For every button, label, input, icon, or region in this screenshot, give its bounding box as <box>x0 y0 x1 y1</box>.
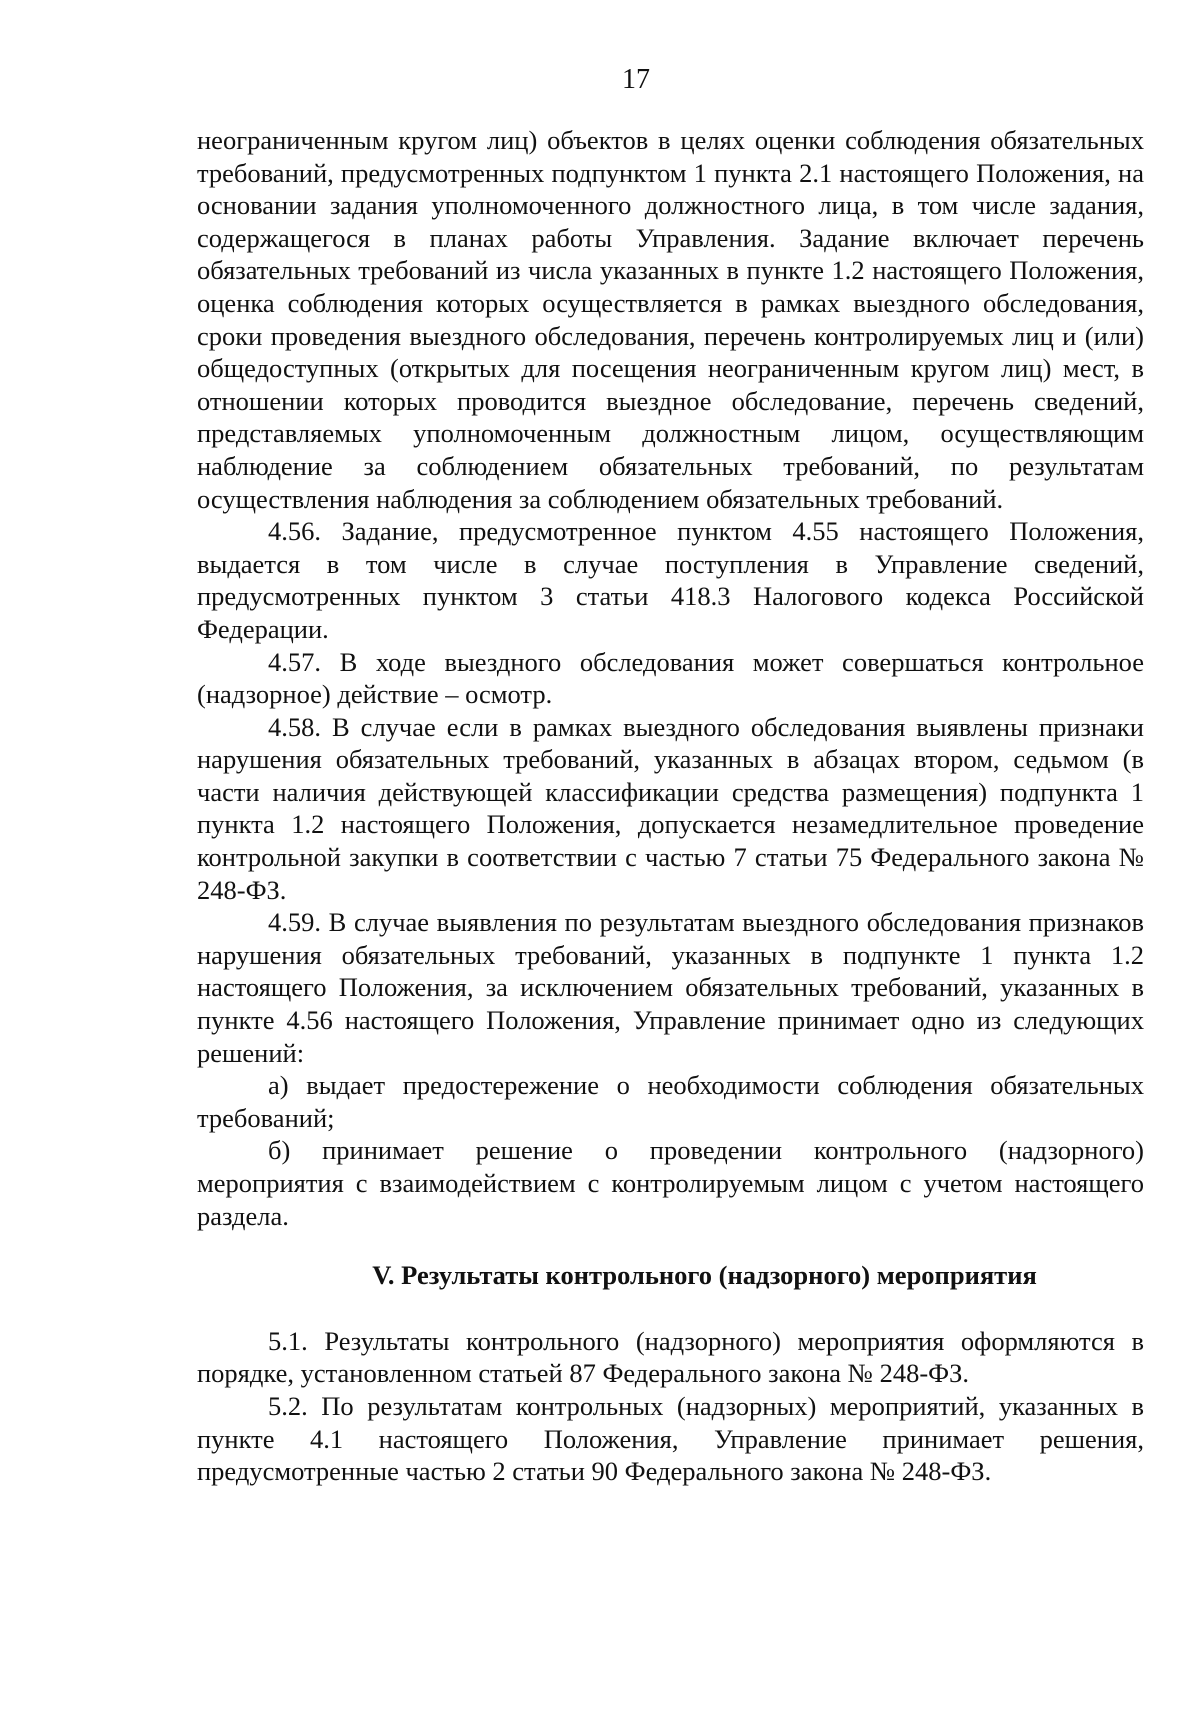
paragraph-4-59: 4.59. В случае выявления по результатам выездного обследования признаков нарушения обязательных требований, указанных в подпункте 1 пункта 1.2 настоящего Положения, за исключением обязательных требований, указанных в пункте 4.56 настоящего Положения, Управление принимает одно из следующих решений: <box>197 907 1144 1068</box>
section-heading: V. Результаты контрольного (надзорного) мероприятия <box>372 1260 1037 1291</box>
paragraph-item-b: б) принимает решение о проведении контрольного (надзорного) мероприятия с взаимодействием с контролируемым лицом с учетом настоящего раздела. <box>197 1135 1144 1231</box>
page-number: 17 <box>622 64 650 95</box>
paragraph-continuation: неограниченным кругом лиц) объектов в целях оценки соблюдения обязательных требований, предусмотренных подпунктом 1 пункта 2.1 настоящего Положения, на основании задания уполномоченного должностного лица, в том числе задания, содержащегося в планах работы Управления. Задание включает перечень обязательных требований из числа указанных в пункте 1.2 настоящего Положения, оценка соблюдения которых осуществляется в рамках выездного обследования, сроки проведения выездного обследования, перечень контролируемых лиц и (или) общедоступных (открытых для посещения неограниченным кругом лиц) мест, в отношении которых проводится выездное обследование, перечень сведений, представляемых уполномоченным должностным лицом, осуществляющим наблюдение за соблюдением обязательных требований, по результатам осуществления наблюдения за соблюдением обязательных требований. <box>197 125 1144 514</box>
paragraph-item-a: а) выдает предостережение о необходимости соблюдения обязательных требований; <box>197 1070 1144 1133</box>
paragraph-5-1: 5.1. Результаты контрольного (надзорного) мероприятия оформляются в порядке, установленном статьей 87 Федерального закона № 248-ФЗ. <box>197 1325 1144 1389</box>
paragraph-4-57: 4.57. В ходе выездного обследования может совершаться контрольное (надзорное) действие – осмотр. <box>197 646 1144 710</box>
paragraph-5-2: 5.2. По результатам контрольных (надзорных) мероприятий, указанных в пункте 4.1 настоящего Положения, Управление принимает решения, предусмотренные частью 2 статьи 90 Федерального закона № 248-ФЗ. <box>197 1390 1144 1487</box>
paragraph-4-56: 4.56. Задание, предусмотренное пунктом 4.55 настоящего Положения, выдается в том числе в случае поступления в Управление сведений, предусмотренных пунктом 3 статьи 418.3 Налогового кодекса Российской Федерации. <box>197 516 1144 644</box>
paragraph-4-58: 4.58. В случае если в рамках выездного обследования выявлены признаки нарушения обязательных требований, указанных в абзацах втором, седьмом (в части наличия действующей классификации средства размещения) подпункта 1 пункта 1.2 настоящего Положения, допускается незамедлительное проведение контрольной закупки в соответствии с частью 7 статьи 75 Федерального закона № 248-ФЗ. <box>197 711 1144 905</box>
document-body <box>197 124 1144 1488</box>
